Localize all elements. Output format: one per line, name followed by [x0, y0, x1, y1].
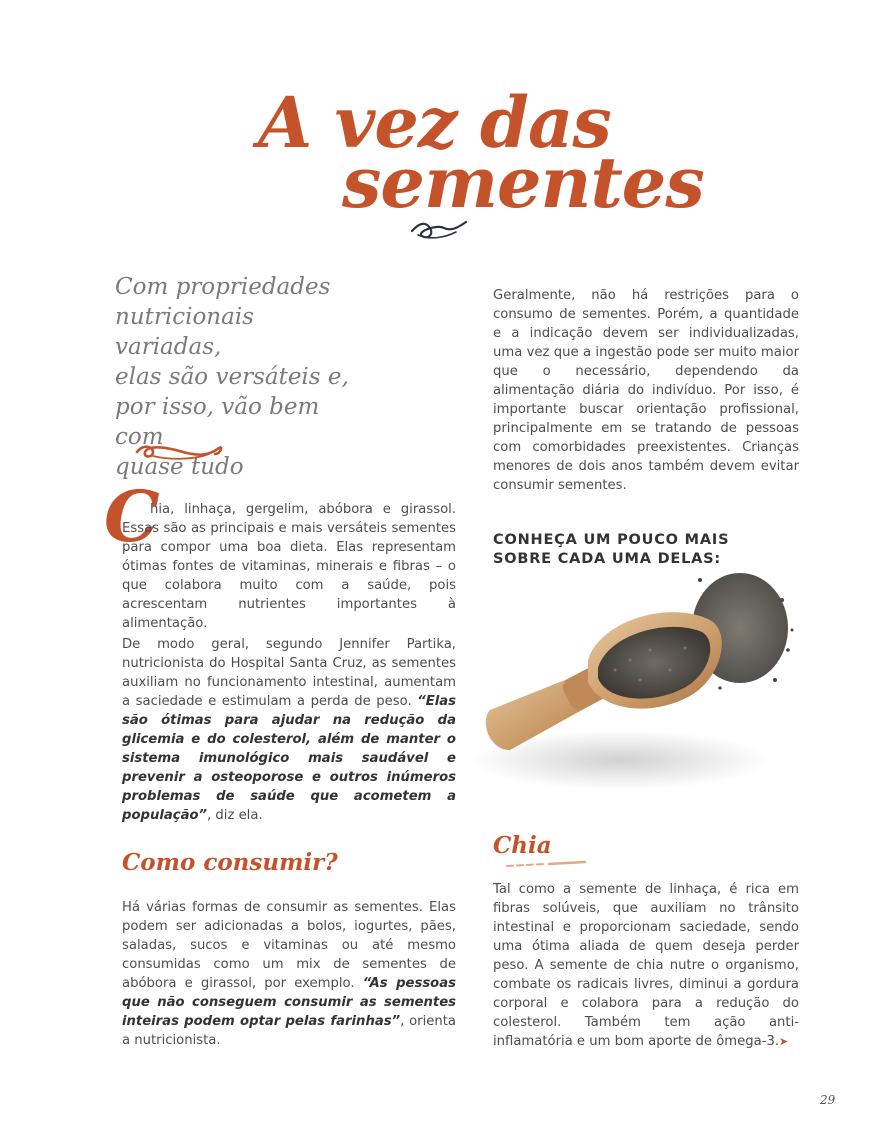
- page-number: 29: [820, 1093, 836, 1107]
- consumir-text-a: Há várias formas de consumir as sementes. Elas podem ser adicionadas a bolos, iogurtes, pães, saladas, sucos e vitaminas ou até mesmo consumidas como um mix de sementes de abóbora e girassol, por exemplo.: [122, 900, 456, 991]
- chia-paragraph: [493, 880, 799, 1051]
- chia-scoop-image: [470, 560, 810, 810]
- consumir-quote: “As pessoas que não conseguem consumir as sementes inteiras podem optar pelas farinhas”: [122, 976, 456, 1029]
- para2-text-a: De modo geral, segundo Jennifer Partika, nutricionista do Hospital Santa Cruz, as sementes auxiliam no funcionamento intestinal, aumentam a saciedade e estimulam a perda de peso.: [122, 637, 456, 709]
- quote-paragraph: [122, 635, 456, 825]
- intro-text: hia, linhaça, gergelim, abóbora e girassol. Essas são as principais e mais versáteis sementes para compor uma boa dieta. Elas representam ótimas fontes de vitaminas, minerais e fibras – o que colabora muito com a saúde, pois acrescentam nutrientes importantes à alimentação.: [122, 502, 456, 631]
- drop-cap: C: [104, 475, 160, 558]
- right-top-text: Geralmente, não há restrições para o consumo de sementes. Porém, a quantidade e a indicação devem ser individualizadas, uma vez que a ingestão pode ser muito maior que o necessário, dependendo da alimentação diária do indivíduo. Por isso, é importante buscar orientação profissional, principalmente em se tratando de pessoas com comorbidades preexistentes. Crianças menores de dois anos também devem evitar consumir sementes.: [493, 288, 799, 493]
- chia-text: Tal como a semente de linhaça, é rica em fibras solúveis, que auxiliam no trânsito intestinal e proporcionam saciedade, sendo uma ótima aliada de quem deseja perder peso. A semente de chia nutre o organismo, combate os radicais livres, diminui a gordura corporal e colabora para a redução do colesterol. Também tem ação anti-inflamatória e um bom aporte de ômega-3.: [493, 882, 799, 1049]
- chia-heading: Chia: [493, 832, 552, 859]
- page-title-line1: A vez das: [258, 81, 611, 164]
- para2-quote: “Elas são ótimas para ajudar na redução da glicemia e do colesterol, além de manter o sistema imunológico mais saudável e prevenir a osteoporose e outros inúmeros problemas de saúde que acometem a população”: [122, 694, 456, 823]
- end-arrow-icon: ➤: [779, 1035, 789, 1048]
- page-title-line2: sementes: [342, 141, 704, 224]
- lead-flourish-icon: [135, 440, 225, 464]
- know-more-heading: CONHEÇA UM POUCO MAIS SOBRE CADA UMA DELAS:: [493, 532, 730, 567]
- intro-paragraph: [122, 500, 456, 633]
- consumir-heading: Como consumir?: [122, 849, 338, 876]
- lead-text: Com propriedades nutricionais variadas, elas são versáteis e, por isso, vão bem com quase tudo: [115, 274, 349, 480]
- consumir-text-b: , orienta a nutricionista.: [122, 1014, 456, 1048]
- para2-text-b: , diz ela.: [207, 808, 263, 823]
- title-flourish-icon: [410, 218, 468, 244]
- chia-underline-icon: [505, 860, 587, 868]
- right-top-paragraph: [493, 286, 799, 495]
- consumir-paragraph: [122, 898, 456, 1050]
